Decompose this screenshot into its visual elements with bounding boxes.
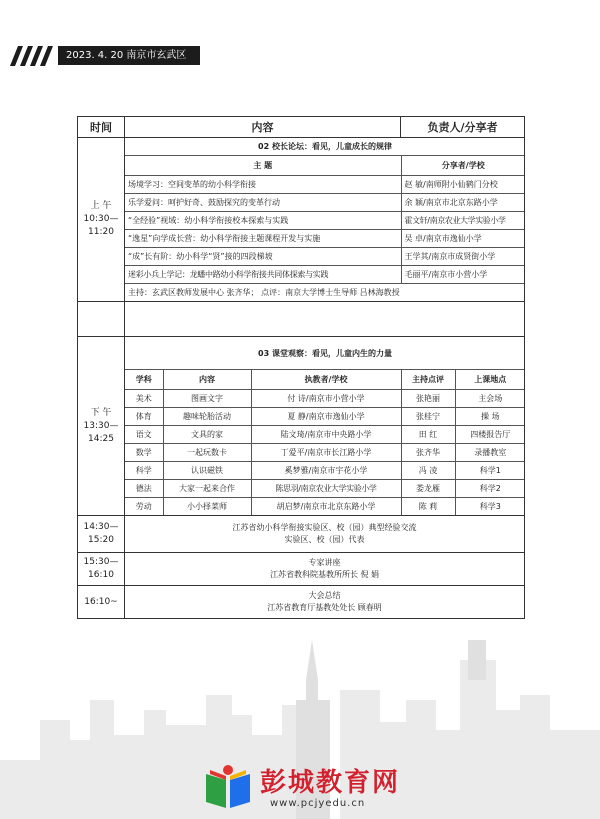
morning-time-label: 上 午	[90, 201, 112, 211]
summary-line-2: 江苏省教育厅基教处处长 顾春明	[267, 603, 382, 612]
observation-table	[125, 337, 525, 515]
book-logo-icon	[200, 760, 256, 816]
obs-place: 科学2	[455, 480, 525, 498]
observation-section-title: 03 课堂观察：看见，儿童内生的力量	[125, 337, 525, 370]
exchange-time-start: 14:30—	[83, 522, 119, 532]
table-row	[125, 248, 525, 266]
obs-host: 张桂宁	[401, 408, 455, 426]
obs-subject: 科学	[125, 462, 163, 480]
blank-row	[78, 302, 525, 337]
obs-host: 冯 凌	[401, 462, 455, 480]
table-row	[125, 498, 525, 516]
obs-host: 田 红	[401, 426, 455, 444]
obs-subject: 德法	[125, 480, 163, 498]
obs-host: 陈 莉	[401, 498, 455, 516]
blank-time-cell	[78, 302, 125, 337]
lecture-content-cell	[125, 553, 525, 586]
site-logo	[200, 758, 410, 818]
forum-topic: 场境学习：空间变革的幼小科学衔接	[125, 176, 401, 194]
obs-content: 大家一起来合作	[163, 480, 251, 498]
lecture-time-end: 16:10	[88, 570, 114, 580]
afternoon-observation-row	[78, 337, 525, 516]
exchange-time-end: 15:20	[88, 535, 114, 545]
col-content-header: 内容	[125, 117, 401, 138]
obs-place: 科学3	[455, 498, 525, 516]
obs-subject: 语文	[125, 426, 163, 444]
forum-sharer-header: 分享者/学校	[401, 156, 525, 176]
morning-content-cell	[125, 138, 525, 302]
obs-host: 张齐华	[401, 444, 455, 462]
exchange-line-2: 实验区、校（园）代表	[284, 535, 365, 544]
obs-content: 小小择菜师	[163, 498, 251, 516]
exchange-line-1: 江苏省幼小科学衔接实验区、校（园）典型经验交流	[232, 523, 417, 532]
obs-content: 图画文字	[163, 390, 251, 408]
obs-teacher: 陆文琦/南京市中央路小学	[251, 426, 401, 444]
obs-col-host: 主持点评	[401, 370, 455, 390]
table-row	[125, 176, 525, 194]
afternoon-time-cell	[78, 337, 125, 516]
exchange-time-cell	[78, 516, 125, 553]
obs-teacher: 陈思羽/南京农业大学实验小学	[251, 480, 401, 498]
obs-subject: 体育	[125, 408, 163, 426]
obs-col-teacher: 执教者/学校	[251, 370, 401, 390]
exchange-content-cell	[125, 516, 525, 553]
morning-forum-row	[78, 138, 525, 302]
forum-topic: “成”长有阶：幼小科学“贤”接的四段梯坡	[125, 248, 401, 266]
table-row	[125, 230, 525, 248]
forum-topic: “全经验”视域：幼小科学衔接校本探索与实践	[125, 212, 401, 230]
summary-content-cell	[125, 586, 525, 619]
stripes-decoration	[4, 46, 56, 66]
obs-teacher: 付 诗/南京市小营小学	[251, 390, 401, 408]
obs-col-subject: 学科	[125, 370, 163, 390]
lecture-time-start: 15:30—	[83, 557, 119, 567]
obs-host: 张艳丽	[401, 390, 455, 408]
forum-host-line: 主持：玄武区教师发展中心 张齐华； 点评：南京大学博士生导师 吕林海教授	[125, 284, 525, 302]
table-row	[125, 390, 525, 408]
obs-host: 娄龙雁	[401, 480, 455, 498]
table-row	[125, 194, 525, 212]
obs-content: 趣味轮胎活动	[163, 408, 251, 426]
morning-time-end: 11:20	[88, 227, 114, 237]
exchange-row	[78, 516, 525, 553]
forum-topic: 乐学爱问：呵护好奇、鼓励探究的变革行动	[125, 194, 401, 212]
forum-sharer: 吴 卓/南京市逸仙小学	[401, 230, 525, 248]
lecture-line-1: 专家讲座	[308, 558, 341, 567]
table-row	[125, 408, 525, 426]
afternoon-time-label: 下 午	[90, 407, 112, 418]
obs-teacher: 奚梦雅/南京市宇花小学	[251, 462, 401, 480]
obs-content: 文具的家	[163, 426, 251, 444]
table-header-row	[78, 117, 525, 138]
table-row	[125, 444, 525, 462]
obs-content: 认识磁铁	[163, 462, 251, 480]
obs-col-place: 上课地点	[455, 370, 525, 390]
forum-section-title: 02 校长论坛：看见，儿童成长的规律	[125, 138, 525, 156]
forum-topic: 迷彩小兵上学记：龙蟠中路幼小科学衔接共同体探索与实践	[125, 266, 401, 284]
forum-table	[125, 138, 525, 301]
table-row	[125, 212, 525, 230]
obs-content: 一起玩数卡	[163, 444, 251, 462]
obs-subject: 美术	[125, 390, 163, 408]
obs-teacher: 丁爱平/南京市长江路小学	[251, 444, 401, 462]
summary-line-1: 大会总结	[308, 591, 341, 600]
obs-place: 四楼报告厅	[455, 426, 525, 444]
lecture-time-cell	[78, 553, 125, 586]
obs-place: 主会场	[455, 390, 525, 408]
summary-row	[78, 586, 525, 619]
col-time-header: 时间	[78, 117, 125, 138]
morning-time-start: 10:30—	[83, 214, 119, 224]
forum-sharer: 毛丽平/南京市小营小学	[401, 266, 525, 284]
logo-url: www.pcjyedu.cn	[270, 798, 366, 809]
forum-topic: “逸星”向学成长营：幼小科学衔接主题课程开发与实施	[125, 230, 401, 248]
table-row	[125, 462, 525, 480]
obs-teacher: 胡启梦/南京市北京东路小学	[251, 498, 401, 516]
table-row	[125, 284, 525, 302]
forum-topic-header: 主 题	[125, 156, 401, 176]
forum-sharer: 王学其/南京市成贤街小学	[401, 248, 525, 266]
obs-place: 操 场	[455, 408, 525, 426]
obs-place: 科学1	[455, 462, 525, 480]
obs-subject: 数学	[125, 444, 163, 462]
date-location-bar: 2023. 4. 20 南京市玄武区	[58, 46, 200, 65]
obs-teacher: 夏 静/南京市逸仙小学	[251, 408, 401, 426]
obs-subject: 劳动	[125, 498, 163, 516]
schedule-table	[77, 116, 525, 619]
logo-title: 彭城教育网	[260, 768, 401, 798]
obs-place: 录播教室	[455, 444, 525, 462]
afternoon-time-start: 13:30—	[83, 420, 119, 431]
forum-sharer: 霍文轩/南京农业大学实验小学	[401, 212, 525, 230]
afternoon-time-end: 14:25	[88, 433, 114, 444]
col-owner-header: 负责人/分享者	[401, 117, 525, 138]
page-header	[0, 44, 600, 68]
summary-time-start: 16:10~	[84, 596, 118, 607]
morning-time-cell	[78, 138, 125, 302]
afternoon-content-cell	[125, 337, 525, 516]
lecture-row	[78, 553, 525, 586]
blank-content-cell	[125, 302, 525, 337]
forum-sharer: 余 颖/南京市北京东路小学	[401, 194, 525, 212]
lecture-line-2: 江苏省教科院基教所所长 倪 娟	[269, 570, 380, 579]
table-row	[125, 480, 525, 498]
forum-sharer: 赵 敏/南师附小仙鹤门分校	[401, 176, 525, 194]
summary-time-cell	[78, 586, 125, 619]
table-row	[125, 266, 525, 284]
table-row	[125, 426, 525, 444]
obs-col-content: 内容	[163, 370, 251, 390]
